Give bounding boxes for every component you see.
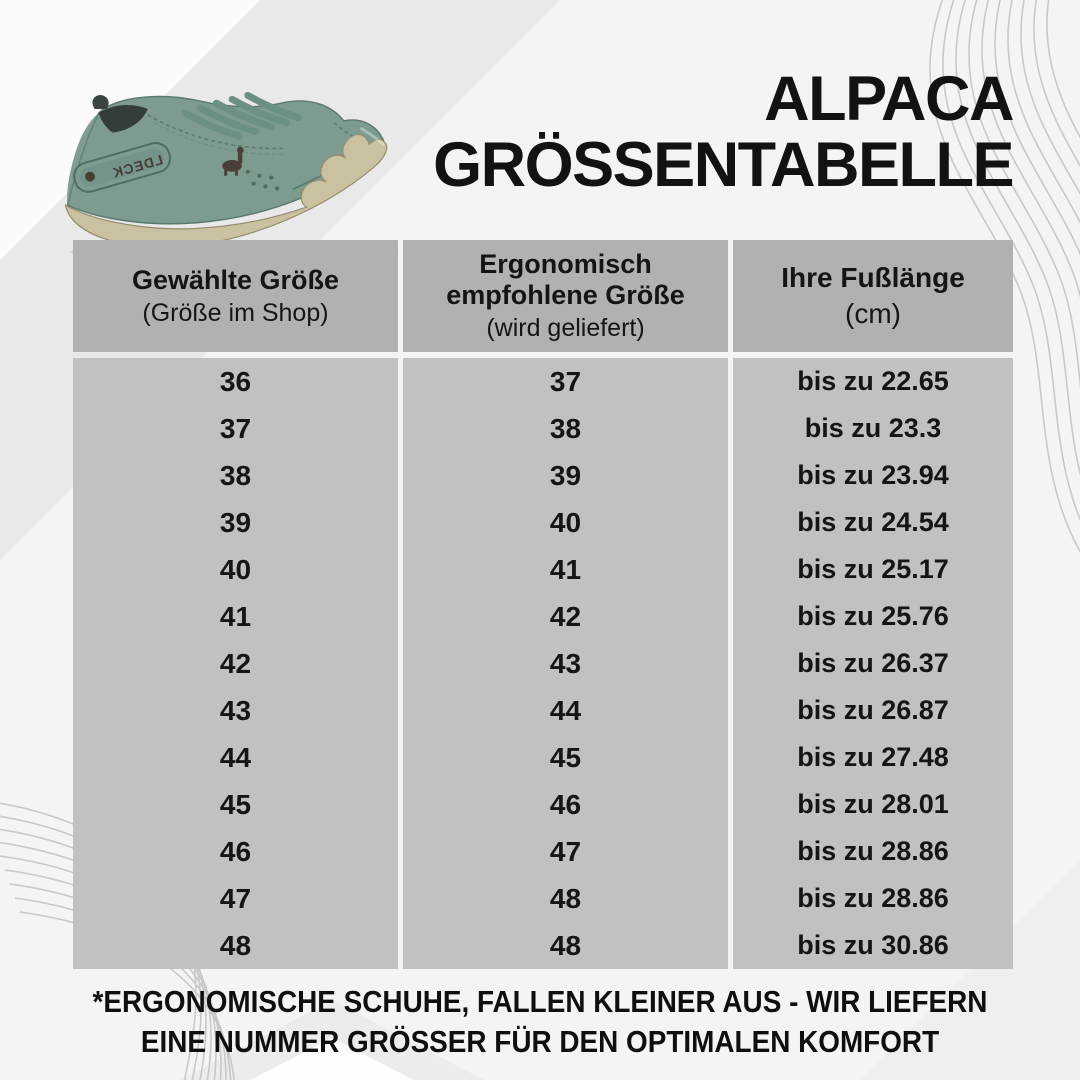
cell-delivered-size: 39 [403, 452, 728, 499]
cell-delivered-size: 37 [403, 358, 728, 405]
cell-shop-size: 48 [73, 922, 398, 969]
footnote [0, 982, 1080, 1062]
cell-foot-length: bis zu 25.76 [733, 593, 1013, 640]
cell-delivered-size: 44 [403, 687, 728, 734]
cell-shop-size: 38 [73, 452, 398, 499]
cell-shop-size: 44 [73, 734, 398, 781]
title-line1: ALPACA [764, 64, 1013, 134]
cell-delivered-size: 41 [403, 546, 728, 593]
column-header-foot-length [733, 240, 1013, 352]
cell-delivered-size: 48 [403, 875, 728, 922]
footnote-line1: *ERGONOMISCHE SCHUHE, FALLEN KLEINER AUS - WIR LIEFERN [92, 984, 988, 1019]
cell-shop-size: 43 [73, 687, 398, 734]
cell-foot-length: bis zu 23.3 [733, 405, 1013, 452]
column-subtitle: (Größe im Shop) [142, 298, 329, 327]
cell-delivered-size: 46 [403, 781, 728, 828]
cell-foot-length: bis zu 28.01 [733, 781, 1013, 828]
cell-foot-length: bis zu 24.54 [733, 499, 1013, 546]
cell-shop-size: 42 [73, 640, 398, 687]
cell-foot-length: bis zu 27.48 [733, 734, 1013, 781]
cell-shop-size: 36 [73, 358, 398, 405]
cell-delivered-size: 43 [403, 640, 728, 687]
column-header-shop-size [73, 240, 398, 352]
footnote-line2: EINE NUMMER GRÖSSER FÜR DEN OPTIMALEN KOMFORT [140, 1024, 940, 1059]
cell-foot-length: bis zu 23.94 [733, 452, 1013, 499]
cell-foot-length: bis zu 28.86 [733, 875, 1013, 922]
cell-shop-size: 47 [73, 875, 398, 922]
cell-delivered-size: 42 [403, 593, 728, 640]
column-title: Gewählte Größe [131, 264, 340, 295]
cell-shop-size: 37 [73, 405, 398, 452]
product-photo [38, 58, 430, 264]
title-line2: GRÖSSENTABELLE [433, 130, 1013, 200]
cell-foot-length: bis zu 28.86 [733, 828, 1013, 875]
cell-delivered-size: 38 [403, 405, 728, 452]
column-subtitle: (wird geliefert) [486, 314, 645, 343]
shoe-heel-tab [92, 95, 108, 109]
cell-delivered-size: 40 [403, 499, 728, 546]
cell-delivered-size: 47 [403, 828, 728, 875]
cell-foot-length: bis zu 26.87 [733, 687, 1013, 734]
page-title [433, 66, 1013, 198]
shoe-image [38, 58, 430, 264]
cell-foot-length: bis zu 25.17 [733, 546, 1013, 593]
column-title: Ergonomisch empfohlene Größe [446, 249, 685, 311]
cell-shop-size: 45 [73, 781, 398, 828]
cell-delivered-size: 45 [403, 734, 728, 781]
size-table [73, 240, 1013, 969]
cell-foot-length: bis zu 26.37 [733, 640, 1013, 687]
cell-shop-size: 46 [73, 828, 398, 875]
cell-shop-size: 41 [73, 593, 398, 640]
cell-shop-size: 39 [73, 499, 398, 546]
cell-foot-length: bis zu 30.86 [733, 922, 1013, 969]
cell-foot-length: bis zu 22.65 [733, 358, 1013, 405]
cell-delivered-size: 48 [403, 922, 728, 969]
cell-shop-size: 40 [73, 546, 398, 593]
column-title: Ihre Fußlänge [781, 262, 965, 294]
strap-brand-text: LDECK [110, 152, 165, 181]
column-header-recommended-size [403, 240, 728, 352]
column-subtitle: (cm) [845, 297, 901, 329]
